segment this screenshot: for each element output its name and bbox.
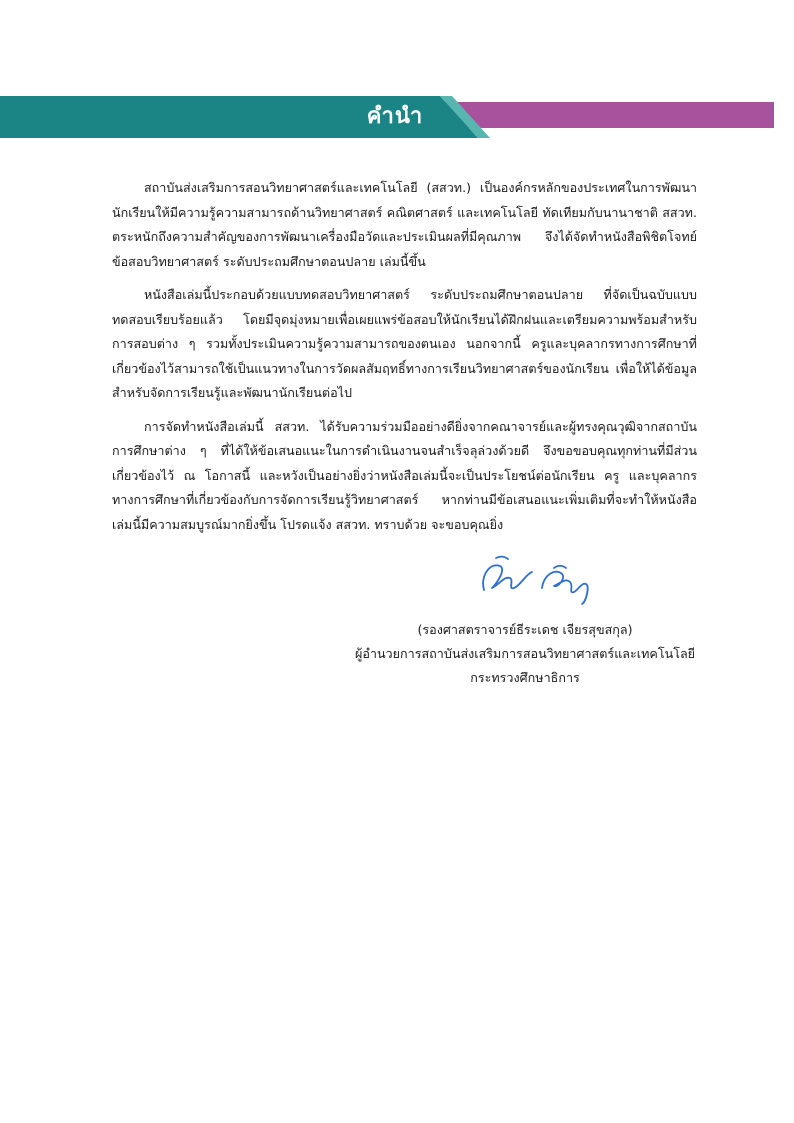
signer-position: ผู้อำนวยการสถาบันส่งเสริมการสอนวิทยาศาสตร์และเทคโนโลยี [354, 646, 696, 661]
banner-purple-band [440, 102, 774, 128]
signer-name: (รองศาสตราจารย์ธีระเดช เจียรสุขสกุล) [417, 622, 633, 637]
signature [470, 548, 600, 610]
signature-stroke-4 [554, 566, 566, 568]
signature-stroke-3 [542, 572, 588, 604]
signoff-block [300, 618, 750, 690]
paragraph-2: หนังสือเล่มนี้ประกอบด้วยแบบทดสอบวิทยาศาสตร์ ระดับประถมศึกษาตอนปลาย ที่จัดเป็นฉบับแบบทดสอบเรียบร้อยแล้ว โดยมีจุดมุ่งหมายเพื่อเผยแพร่ข้อสอบให้นักเรียนได้ฝึกฝนและเตรียมความพร้อมสำหรับการสอบต่าง ๆ รวมทั้งประเมินความรู้ความสามารถของตนเอง นอกจากนี้ ครูและบุคลากรทางการศึกษาที่เกี่ยวข้องไว้สามารถใช้เป็นแนวทางในการวัดผลสัมฤทธิ์ทางการเรียนวิทยาศาสตร์ของนักเรียน เพื่อให้ได้ข้อมูลสำหรับจัดการเรียนรู้และพัฒนานักเรียนต่อไป [112, 287, 697, 400]
foreword-body [112, 176, 697, 546]
signature-mark [470, 548, 600, 610]
paragraph-1: สถาบันส่งเสริมการสอนวิทยาศาสตร์และเทคโนโลยี (สสวท.) เป็นองค์กรหลักของประเทศในการพัฒนานักเรียนให้มีความรู้ความสามารถด้านวิทยาศาสตร์ คณิตศาสตร์ และเทคโนโลยี ทัดเทียมกับนานาชาติ สสวท. ตระหนักถึงความสำคัญของการพัฒนาเครื่องมือวัดและประเมินผลที่มีคุณภาพ จึงได้จัดทำหนังสือพิชิตโจทย์ข้อสอบวิทยาศาสตร์ ระดับประถมศึกษาตอนปลาย เล่มนี้ขึ้น [112, 180, 697, 269]
signer-ministry: กระทรวงศึกษาธิการ [470, 670, 580, 685]
page-title: คำนำ [366, 104, 424, 129]
paragraph-3: การจัดทำหนังสือเล่มนี้ สสวท. ได้รับความร่วมมืออย่างดียิ่งจากคณาจารย์และผู้ทรงคุณวุฒิจากสถาบันการศึกษาต่าง ๆ ที่ได้ให้ข้อเสนอแนะในการดำเนินงานจนสำเร็จลุล่วงด้วยดี จึงขอขอบคุณทุกท่านที่มีส่วนเกี่ยวข้องไว้ ณ โอกาสนี้ และหวังเป็นอย่างยิ่งว่าหนังสือเล่มนี้จะเป็นประโยชน์ต่อนักเรียน ครู และบุคลากรทางการศึกษาที่เกี่ยวข้องกับการจัดการเรียนรู้วิทยาศาสตร์ หากท่านมีข้อเสนอแนะเพิ่มเติมที่จะทำให้หนังสือเล่มนี้มีความสมบูรณ์มากยิ่งขึ้น โปรดแจ้ง สสวท. ทราบด้วย จะขอบคุณยิ่ง [112, 418, 697, 532]
signature-stroke-2 [496, 557, 508, 559]
signature-stroke-1 [483, 565, 532, 590]
header-banner [0, 96, 794, 138]
